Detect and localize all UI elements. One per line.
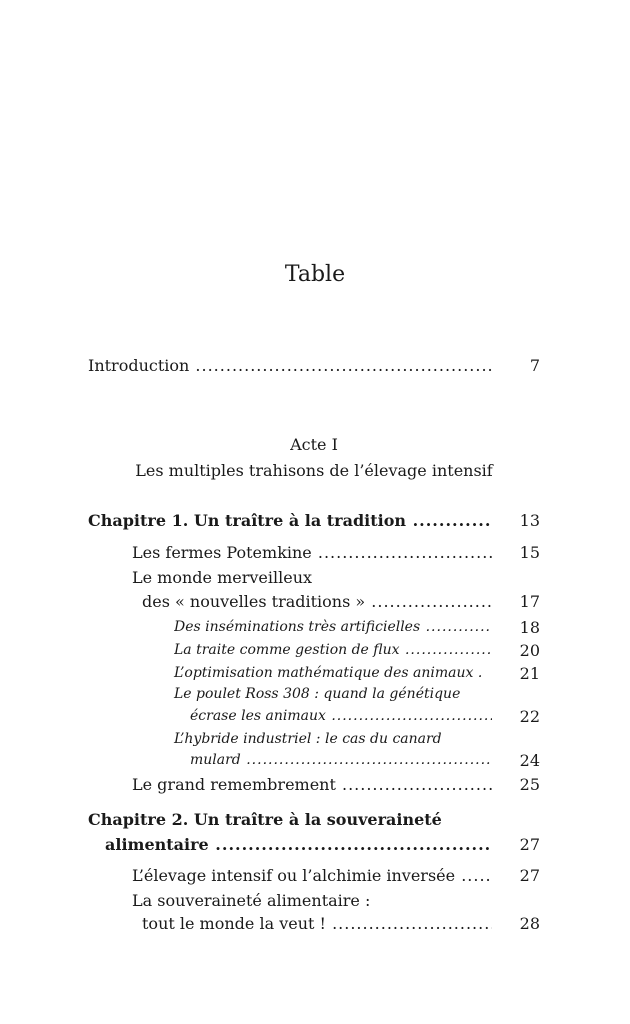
toc-page-number: 21 [519, 664, 540, 683]
toc-label: alimentaire [105, 835, 209, 854]
toc-label: L’élevage intensif ou l’alchimie inversée [132, 866, 456, 885]
toc-label: des « nouvelles traditions » [142, 592, 366, 611]
toc-entry-section[interactable] [132, 543, 492, 562]
toc-label-line1: La souveraineté alimentaire : [132, 891, 371, 910]
toc-entry-section[interactable] [132, 866, 492, 885]
leader-dots [312, 543, 492, 562]
toc-label: La traite comme gestion de flux [174, 642, 400, 658]
toc-entry-introduction[interactable] [88, 356, 492, 375]
toc-entry-section[interactable] [132, 775, 492, 794]
toc-page-number: 20 [519, 641, 540, 660]
leader-dots [241, 752, 492, 768]
toc-entry-subsection[interactable]: L’optimisation mathématique des animaux . [174, 665, 483, 681]
leader-dots [336, 775, 492, 794]
leader-dots [189, 356, 492, 375]
toc-label-line1: Le monde merveilleux [132, 568, 313, 587]
toc-entry-subsection[interactable] [190, 752, 492, 768]
leader-dots [400, 642, 492, 658]
part-subtitle: Les multiples trahisons de l’élevage intensif [135, 461, 493, 480]
toc-label: Le grand remembrement [132, 775, 336, 794]
toc-label: Chapitre 1. Un traître à la tradition [88, 511, 407, 530]
part-heading: Acte I [290, 435, 338, 454]
toc-page-number: 28 [519, 914, 540, 933]
toc-entry-subsection[interactable] [174, 642, 492, 658]
toc-label-line1: L’hybride industriel : le cas du canard [174, 731, 442, 747]
toc-label: tout le monde la veut ! [142, 914, 326, 933]
leader-dots [209, 835, 492, 854]
toc-entry-chapter-1[interactable] [88, 511, 492, 530]
leader-dots [365, 592, 492, 611]
page-title: Table [284, 262, 346, 287]
toc-page-number: 17 [519, 592, 540, 611]
toc-entry-subsection[interactable] [190, 708, 492, 724]
toc-page-number: 24 [519, 751, 540, 770]
toc-entry-section[interactable] [142, 914, 492, 933]
toc-page-number: 27 [519, 866, 540, 885]
leader-dots [455, 866, 492, 885]
toc-label: Des inséminations très artificielles [174, 619, 421, 635]
toc-page-number: 13 [519, 511, 540, 530]
toc-page-number: 18 [519, 618, 540, 637]
toc-label: mulard [190, 752, 241, 768]
toc-page-number: 27 [519, 835, 540, 854]
toc-page-number: 15 [519, 543, 540, 562]
toc-entry-chapter-2[interactable] [105, 835, 492, 854]
toc-label-line1: Chapitre 2. Un traître à la souveraineté [88, 810, 442, 829]
toc-page-number: 25 [519, 775, 540, 794]
toc-label-line1: Le poulet Ross 308 : quand la génétique [174, 686, 461, 702]
leader-dots [420, 619, 492, 635]
toc-entry-section[interactable] [142, 592, 492, 611]
toc-page-number: 22 [519, 707, 540, 726]
leader-dots [326, 708, 492, 724]
toc-label: Introduction [88, 356, 190, 375]
leader-dots [406, 511, 492, 530]
toc-label: Les fermes Potemkine [132, 543, 312, 562]
toc-label: écrase les animaux [190, 708, 326, 724]
toc-entry-subsection[interactable] [174, 619, 492, 635]
toc-page-number: 7 [529, 356, 540, 375]
leader-dots [326, 914, 492, 933]
